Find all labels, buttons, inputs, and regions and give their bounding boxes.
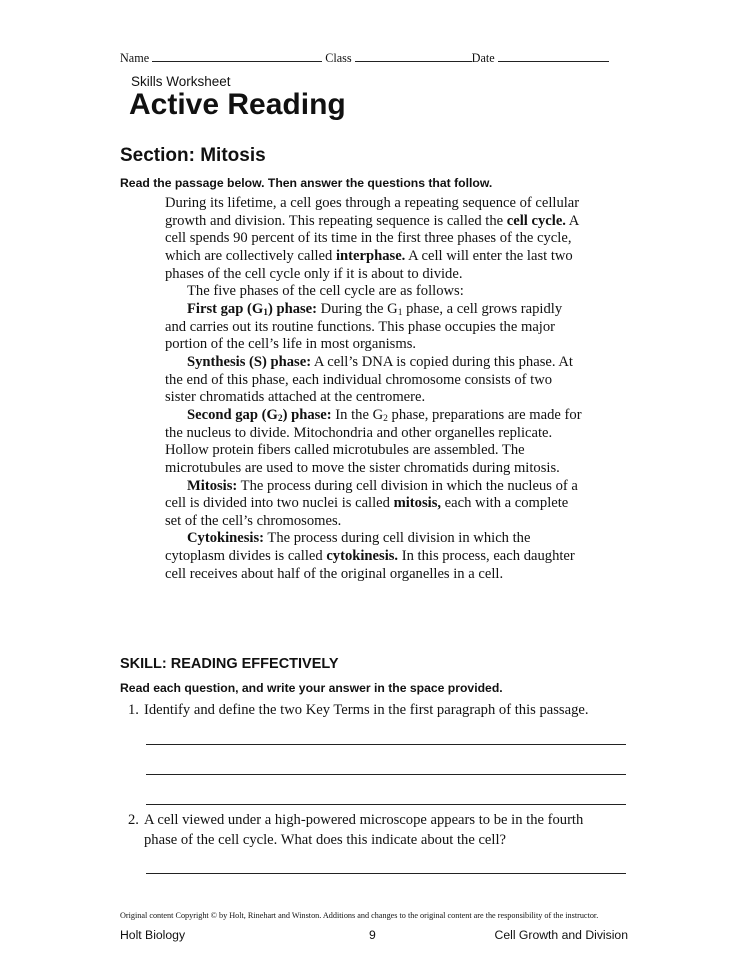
section-heading: Section: Mitosis [120, 145, 266, 166]
answer-line-q1-3[interactable] [146, 804, 626, 805]
answer-line-q2-1[interactable] [146, 873, 626, 874]
page-title: Active Reading [129, 88, 346, 121]
passage-paragraph-intro: During its lifetime, a cell goes through a repeating sequence of cellular growth and division. This repeating sequence is called the cell cycle. A cell spends 90 percent of its time in the first three phases of the cycle, which are collectively called interphase. A cell will enter the last two phases of the cell cycle only if it is about to divide. [165, 195, 580, 282]
passage-paragraph-mitosis: Mitosis: The process during cell division in which the nucleus of a cell is divided into two nuclei is called mitosis, each with a complete set of the cell’s chromosomes. [165, 477, 578, 529]
key-term-cytokinesis: cytokinesis. [326, 548, 399, 565]
passage-paragraph-phases-intro: The five phases of the cell cycle are as follows: [187, 283, 464, 300]
question-text-line1: A cell viewed under a high-powered microscope appears to be in the fourth [144, 812, 584, 828]
question-1 [128, 700, 628, 720]
footer-book-title: Holt Biology [120, 928, 186, 942]
question-text-line2: phase of the cell cycle. What does this indicate about the cell? [144, 832, 507, 848]
key-term-cell-cycle: cell cycle. [506, 212, 566, 229]
name-field[interactable] [152, 51, 322, 62]
questions-instruction: Read each question, and write your answer in the space provided. [120, 681, 503, 695]
date-label: Date [471, 51, 495, 65]
phase-label-synthesis: Synthesis (S) phase: [187, 353, 312, 370]
passage-paragraph-synthesis: Synthesis (S) phase: A cell’s DNA is copied during this phase. At the end of this phase, each individual chromosome consists of two sister chromatids attached at the centromere. [165, 353, 573, 406]
class-label: Class [325, 51, 352, 65]
phase-label-g1: First gap $(G_1)$ phase: [187, 300, 318, 318]
phase-label-cytokinesis: Cytokinesis: [187, 530, 265, 547]
key-term-mitosis: mitosis, [393, 495, 442, 512]
worksheet-subtitle: Skills Worksheet [131, 74, 231, 89]
class-field[interactable] [355, 51, 472, 62]
passage-paragraph-g2: Second gap $(G_2)$ phase: In the $G_2$ phase, preparations are made for the nucleus to divide. Mitochondria and other organelles replicate. Hollow protein fibers called microtubules are assembled. The microtubules are used to move the sister chromatids during mitosis. [165, 406, 582, 476]
reading-passage [165, 195, 585, 583]
date-field[interactable] [498, 51, 609, 62]
passage-paragraph-g1: First gap $(G_1)$ phase: During the $G_1$ phase, a cell grows rapidly and carries out its routine functions. This phase occupies the major portion of the cell’s life in most organisms. [165, 300, 563, 353]
passage-instruction: Read the passage below. Then answer the questions that follow. [120, 176, 493, 190]
footer-page-number: 9 [369, 928, 376, 942]
question-number: 1. [128, 702, 139, 718]
question-number: 2. [128, 812, 139, 828]
footer-chapter-title: Cell Growth and Division [494, 928, 628, 942]
passage-paragraph-cytokinesis: Cytokinesis: The process during cell division in which the cytoplasm divides is called cytokinesis. In this process, each daughter cell receives about half of the original organelles in a cell. [165, 530, 575, 582]
name-label: Name [120, 51, 150, 65]
answer-line-q1-1[interactable] [146, 744, 626, 745]
copyright-notice: Original content Copyright © by Holt, Rinehart and Winston. Additions and changes to the original content are the responsibility of the instructor. [120, 911, 599, 920]
phase-label-g2: Second gap $(G_2)$ phase: [187, 406, 332, 424]
question-text: Identify and define the two Key Terms in the first paragraph of this passage. [144, 702, 589, 718]
question-2 [128, 810, 628, 850]
skill-heading: SKILL: READING EFFECTIVELY [120, 656, 339, 672]
student-info-header [120, 51, 630, 66]
key-term-interphase: interphase. [336, 247, 406, 264]
phase-label-mitosis: Mitosis: [187, 477, 238, 494]
answer-line-q1-2[interactable] [146, 774, 626, 775]
